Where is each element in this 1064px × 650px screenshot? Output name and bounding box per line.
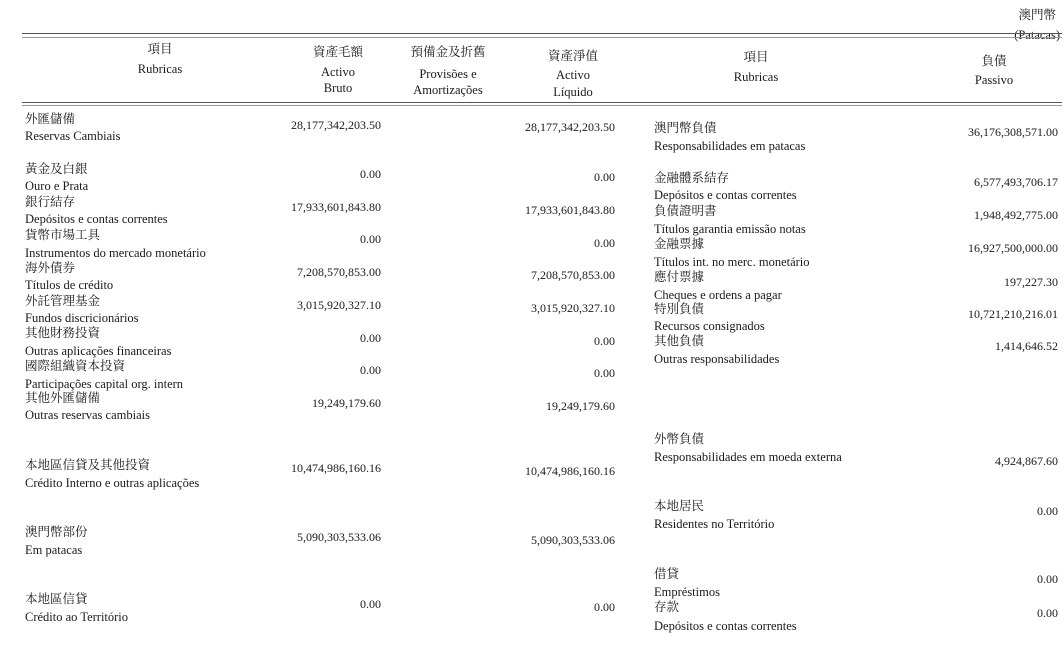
asset-label-zh: 國際組織資本投資 (25, 359, 126, 373)
liability-value: 6,577,493,706.17 (974, 175, 1058, 189)
liability-value: 10,721,210,216.01 (968, 307, 1058, 321)
asset-net-value: 3,015,920,327.10 (531, 301, 615, 315)
asset-label-zh: 銀行結存 (25, 195, 76, 209)
top-rule (22, 33, 1062, 34)
liability-value: 16,927,500,000.00 (968, 241, 1058, 255)
asset-label-pt: Reservas Cambiais (25, 129, 121, 143)
asset-gross-value: 0.00 (360, 331, 381, 345)
asset-label-zh: 外匯儲備 (25, 112, 76, 126)
header-rule (22, 102, 1062, 103)
asset-gross-value: 7,208,570,853.00 (297, 265, 381, 279)
asset-label-zh: 黃金及白銀 (25, 162, 88, 176)
asset-gross-value: 0.00 (360, 363, 381, 377)
header-gross-pt1: Activo (320, 65, 356, 79)
liability-value: 36,176,308,571.00 (968, 125, 1058, 139)
asset-label-pt: Fundos discricionários (25, 311, 139, 325)
asset-label-pt: Depósitos e contas correntes (25, 212, 168, 226)
liability-value: 0.00 (1037, 572, 1058, 586)
top-rule-double (22, 37, 1062, 38)
asset-gross-value: 0.00 (360, 597, 381, 611)
asset-label-pt: Crédito Interno e outras aplicações (25, 476, 200, 490)
asset-label-pt: Crédito ao Território (25, 610, 129, 624)
liability-label-zh: 負債證明書 (654, 204, 717, 218)
header-provisions-pt2: Amortizações (413, 83, 483, 97)
asset-net-value: 5,090,303,533.06 (531, 533, 615, 547)
liability-label-zh: 金融體系結存 (654, 171, 730, 185)
liability-label-zh: 澳門幣負債 (654, 121, 717, 135)
liability-label-zh: 應付票據 (654, 270, 705, 284)
asset-net-value: 10,474,986,160.16 (525, 464, 615, 478)
liability-label-zh: 其他負債 (654, 334, 705, 348)
asset-gross-value: 10,474,986,160.16 (291, 461, 381, 475)
header-net-pt1: Activo (555, 68, 591, 82)
asset-net-value: 7,208,570,853.00 (531, 268, 615, 282)
asset-label-pt: Outras aplicações financeiras (25, 344, 172, 358)
asset-label-zh: 其他財務投資 (25, 326, 101, 340)
liability-label-pt: Títulos int. no merc. monetário (654, 255, 810, 269)
asset-label-pt: Em patacas (25, 543, 83, 557)
currency-label-zh: 澳門幣 (1018, 8, 1056, 22)
asset-gross-value: 0.00 (360, 167, 381, 181)
liability-label-zh: 金融票據 (654, 237, 705, 251)
asset-net-value: 0.00 (594, 366, 615, 380)
liability-label-pt: Títulos garantia emissão notas (654, 222, 806, 236)
asset-label-pt: Instrumentos do mercado monetário (25, 246, 206, 260)
header-provisions-pt1: Provisões e (419, 67, 477, 81)
header-liability-zh: 負債 (981, 54, 1007, 68)
liability-label-pt: Depósitos e contas correntes (654, 188, 797, 202)
asset-label-zh: 外託管理基金 (25, 294, 101, 308)
asset-label-zh: 海外債券 (25, 261, 76, 275)
liability-label-pt: Cheques e ordens a pagar (654, 288, 782, 302)
asset-label-zh: 本地區信貸及其他投資 (25, 458, 151, 472)
asset-label-zh: 本地區信貸 (25, 592, 88, 606)
header-gross-pt2: Bruto (323, 81, 353, 95)
asset-net-value: 28,177,342,203.50 (525, 120, 615, 134)
asset-net-value: 19,249,179.60 (546, 399, 615, 413)
header-rubric-left-zh: 項目 (147, 42, 173, 56)
liability-label-zh: 借貸 (654, 567, 680, 581)
liability-value: 197,227.30 (1004, 275, 1058, 289)
asset-label-zh: 其他外匯儲備 (25, 391, 101, 405)
liability-value: 0.00 (1037, 606, 1058, 620)
asset-net-value: 0.00 (594, 334, 615, 348)
header-net-zh: 資產淨值 (547, 49, 598, 63)
header-rubric-right-pt: Rubricas (733, 70, 779, 84)
liability-label-zh: 特別負債 (654, 302, 705, 316)
asset-gross-value: 5,090,303,533.06 (297, 530, 381, 544)
asset-gross-value: 19,249,179.60 (312, 396, 381, 410)
asset-gross-value: 17,933,601,843.80 (291, 200, 381, 214)
liability-value: 1,948,492,775.00 (974, 208, 1058, 222)
asset-gross-value: 28,177,342,203.50 (291, 118, 381, 132)
liability-value: 4,924,867.60 (995, 454, 1058, 468)
header-rubric-left-pt: Rubricas (137, 62, 183, 76)
currency-label-pt: (Patacas) (1014, 28, 1060, 42)
liability-label-zh: 本地居民 (654, 499, 705, 513)
asset-net-value: 17,933,601,843.80 (525, 203, 615, 217)
liability-label-pt: Responsabilidades em patacas (654, 139, 806, 153)
asset-net-value: 0.00 (594, 600, 615, 614)
liability-label-pt: Outras responsabilidades (654, 352, 780, 366)
asset-label-pt: Outras reservas cambiais (25, 408, 150, 422)
asset-label-zh: 澳門幣部份 (25, 525, 88, 539)
liability-value: 1,414,646.52 (995, 339, 1058, 353)
liability-label-pt: Depósitos e contas correntes (654, 619, 797, 633)
header-gross-zh: 資產毛額 (312, 45, 363, 59)
asset-net-value: 0.00 (594, 236, 615, 250)
header-liability-pt: Passivo (974, 73, 1014, 87)
liability-label-zh: 外幣負債 (654, 432, 705, 446)
asset-gross-value: 3,015,920,327.10 (297, 298, 381, 312)
liability-value: 0.00 (1037, 504, 1058, 518)
header-rubric-right-zh: 項目 (743, 50, 769, 64)
liability-label-zh: 存款 (654, 600, 680, 614)
asset-net-value: 0.00 (594, 170, 615, 184)
header-rule-double (22, 105, 1062, 106)
header-provisions-zh: 預備金及折舊 (410, 45, 486, 59)
liability-label-pt: Residentes no Território (654, 517, 775, 531)
header-net-pt2: Líquido (553, 85, 593, 99)
asset-label-zh: 貨幣市場工具 (25, 228, 101, 242)
asset-label-pt: Ouro e Prata (25, 179, 89, 193)
liability-label-pt: Empréstimos (654, 585, 720, 599)
liability-label-pt: Responsabilidades em moeda externa (654, 450, 842, 464)
liability-label-pt: Recursos consignados (654, 319, 765, 333)
asset-label-pt: Títulos de crédito (25, 278, 114, 292)
asset-label-pt: Participações capital org. intern (25, 377, 184, 391)
asset-gross-value: 0.00 (360, 232, 381, 246)
